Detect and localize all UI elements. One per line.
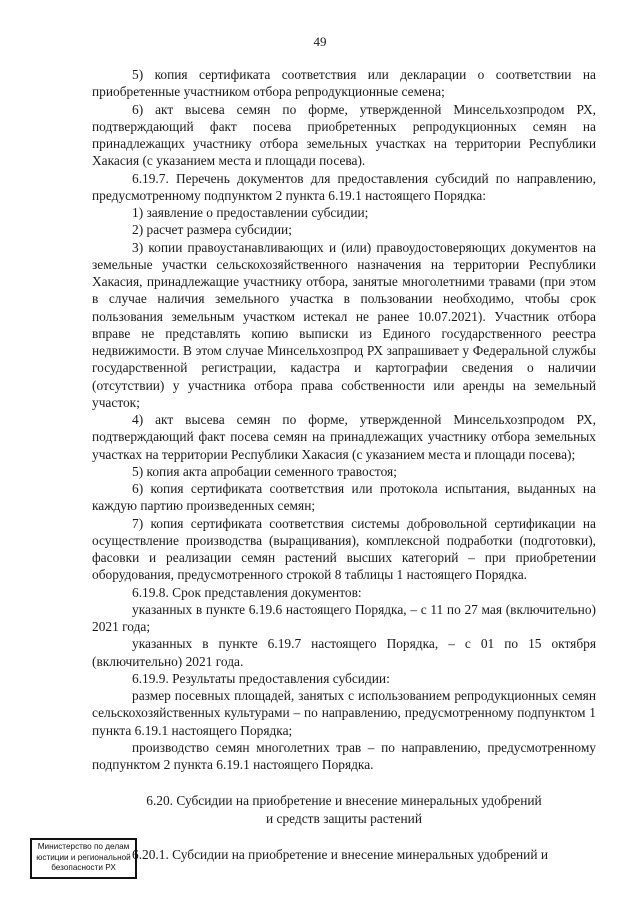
paragraph-result-grass-seeds: производство семян многолетних трав – по направлению, предусмотренному подпунктом 2 пункта 6.19.1 настоящего Порядка.: [92, 739, 596, 772]
ministry-stamp: [30, 838, 137, 879]
paragraph-item-3-land-documents: 3) копии правоустанавливающих и (или) правоудостоверяющих документов на земельные участки сельскохозяйственного назначения на территории Республики Хакасия, принадлежащие участнику отбора, занятые многолетними травами (при этом в случае наличия земельного участка в пользовании необходимо, чтобы срок пользования земельным участком истекал не ранее 10.07.2021). Участник отбора вправе не представлять копию выписки из Единого государственного реестра недвижимости. В этом случае Минсельхозпрод РХ запрашивает у Федеральной службы государственной регистрации, кадастра и картографии сведения о наличии (отсутствии) у участника отбора права собственности или аренды на земельный участок;: [92, 239, 596, 410]
paragraph-item-4-sowing-act: 4) акт высева семян по форме, утвержденной Минсельхозпродом РХ, подтверждающий факт посева семян на принадлежащих участнику отбора земельных участках на территории Республики Хакасия (с указанием места и площади посева);: [92, 412, 596, 462]
paragraph-6-19-9: 6.19.9. Результаты предоставления субсидии:: [132, 670, 390, 686]
paragraph-deadline-6-19-6: указанных в пункте 6.19.6 настоящего Порядка, – с 11 по 27 мая (включительно) 2021 года;: [92, 601, 596, 634]
page-number: 49: [313, 34, 327, 49]
stamp-line-1: Министерство по делам: [37, 842, 130, 851]
paragraph-item-5-approbation: 5) копия акта апробации семенного травостоя;: [132, 463, 397, 479]
paragraph-item-5-certificate: 5) копия сертификата соответствия или декларации о соответствии на приобретенные участником отбора репродукционные семена;: [92, 67, 596, 100]
section-heading-line1: 6.20. Субсидии на приобретение и внесение минеральных удобрений: [146, 793, 542, 809]
paragraph-deadline-6-19-7: указанных в пункте 6.19.7 настоящего Порядка, – с 01 по 15 октября (включительно) 2021 года.: [92, 636, 596, 669]
paragraph-item-6-test-protocol: 6) копия сертификата соответствия или протокола испытания, выданных на каждую партию произведенных семян;: [92, 481, 596, 514]
paragraph-6-20-1: 6.20.1. Субсидии на приобретение и внесение минеральных удобрений и: [132, 846, 549, 862]
document-body: [92, 66, 596, 863]
paragraph-item-7-voluntary-cert: 7) копия сертификата соответствия системы добровольной сертификации на осуществление производства (выращивания), комплексной подработки (подготовки), фасовки и реализации семян растений высших категорий – при приобретении оборудования, предусмотренного строкой 8 таблицы 1 настоящего Порядка.: [92, 515, 596, 583]
paragraph-item-6-sowing-act: 6) акт высева семян по форме, утвержденной Минсельхозпродом РХ, подтверждающий факт посева приобретенных репродукционных семян на принадлежащих участнику отбора земельных участках на территории Республики Хакасия (с указанием места и площади посева).: [92, 101, 596, 169]
section-heading-6-20: [92, 792, 596, 827]
paragraph-result-sowing-area: размер посевных площадей, занятых с использованием репродукционных семян сельскохозяйственных культурами – по направлению, предусмотренному подпунктом 1 пункта 6.19.1 настоящего Порядка;: [92, 688, 596, 738]
paragraph-item-2-calculation: 2) расчет размера субсидии;: [132, 222, 292, 238]
section-heading-line2: и средств защиты растений: [266, 810, 422, 826]
stamp-line-3: безопасности РХ: [51, 863, 116, 872]
paragraph-6-19-7: 6.19.7. Перечень документов для предоставления субсидий по направлению, предусмотренному подпунктом 2 пункта 6.19.1 настоящего Порядка:: [92, 170, 596, 203]
stamp-line-2: юстиции и региональной: [36, 852, 131, 862]
paragraph-6-19-8: 6.19.8. Срок представления документов:: [132, 584, 362, 600]
paragraph-item-1-application: 1) заявление о предоставлении субсидии;: [132, 205, 369, 220]
